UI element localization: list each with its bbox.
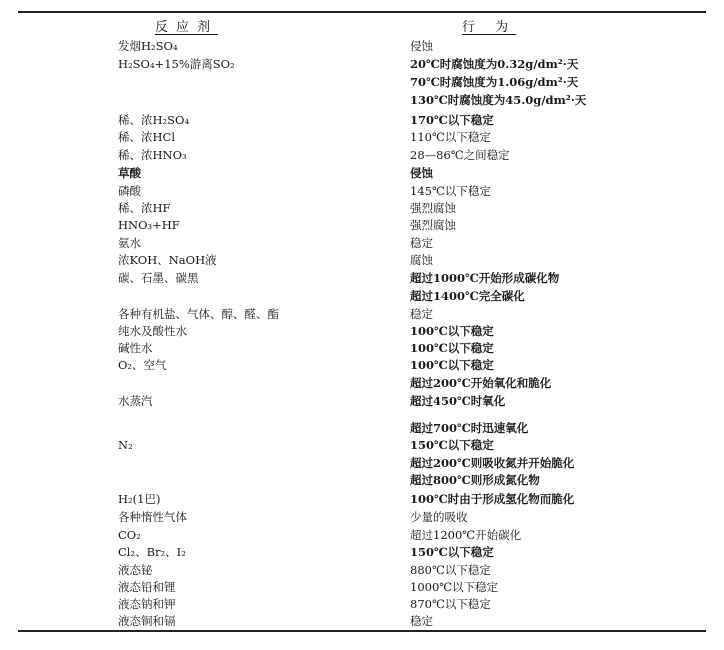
row-18-behavior-1: 150℃以下稳定 <box>410 438 494 452</box>
row-0-reagent: 发烟H₂SO₄ <box>118 39 178 53</box>
row-20-reagent: 各种惰性气体 <box>118 510 187 524</box>
row-2-reagent: 稀、浓H₂SO₄ <box>118 113 190 127</box>
row-12-reagent: 各种有机盐、气体、醇、醛、酯 <box>118 307 279 321</box>
row-3-behavior: 110℃以下稳定 <box>410 130 491 144</box>
row-22-behavior: 150℃以下稳定 <box>410 545 494 559</box>
row-8-behavior: 强烈腐蚀 <box>410 218 456 232</box>
row-0-behavior: 侵蚀 <box>410 39 433 53</box>
row-9-behavior: 稳定 <box>410 236 433 250</box>
row-11-behavior-1: 超过1000℃开始形成碳化物 <box>410 271 560 285</box>
row-14-reagent: 碱性水 <box>118 341 153 355</box>
row-1-behavior-1: 20℃时腐蚀度为0.32g/dm²·天 <box>410 57 579 71</box>
row-14-behavior: 100℃以下稳定 <box>410 341 494 355</box>
top-rule <box>18 11 706 13</box>
row-19-reagent: H₂(1巴) <box>118 492 161 506</box>
row-25-behavior: 870℃以下稳定 <box>410 597 491 611</box>
row-26-behavior: 稳定 <box>410 614 433 628</box>
row-8-reagent: HNO₃+HF <box>118 218 180 232</box>
row-5-reagent: 草酸 <box>118 166 141 180</box>
row-13-behavior: 100℃以下稳定 <box>410 324 494 338</box>
row-24-behavior: 1000℃以下稳定 <box>410 580 499 594</box>
row-20-behavior: 少量的吸收 <box>410 510 468 524</box>
row-6-reagent: 磷酸 <box>118 184 141 198</box>
row-5-behavior: 侵蚀 <box>410 166 433 180</box>
row-10-reagent: 浓KOH、NaOH液 <box>118 253 217 267</box>
row-9-reagent: 氨水 <box>118 236 141 250</box>
row-16-behavior: 超过450℃时氧化 <box>410 394 506 408</box>
row-6-behavior: 145℃以下稳定 <box>410 184 491 198</box>
row-21-reagent: CO₂ <box>118 528 141 542</box>
row-15-reagent: O₂、空气 <box>118 358 167 372</box>
row-12-behavior: 稳定 <box>410 307 433 321</box>
row-11-behavior-2: 超过1400℃完全碳化 <box>410 289 525 303</box>
row-18-behavior-3: 超过800℃则形成氮化物 <box>410 473 540 487</box>
row-4-reagent: 稀、浓HNO₃ <box>118 148 187 162</box>
bottom-rule <box>18 630 706 632</box>
row-2-behavior: 170℃以下稳定 <box>410 113 494 127</box>
header-behavior: 行 为 <box>462 20 517 35</box>
row-16-reagent: 水蒸汽 <box>118 394 153 408</box>
row-10-behavior: 腐蚀 <box>410 253 433 267</box>
row-18-reagent: N₂ <box>118 438 133 452</box>
row-25-reagent: 液态钠和钾 <box>118 597 176 611</box>
row-18-behavior-2: 超过200℃则吸收氮并开始脆化 <box>410 456 575 470</box>
row-13-reagent: 纯水及酸性水 <box>118 324 187 338</box>
row-7-reagent: 稀、浓HF <box>118 201 171 215</box>
row-15-behavior-1: 100℃以下稳定 <box>410 358 494 372</box>
row-7-behavior: 强烈腐蚀 <box>410 201 456 215</box>
row-17-behavior: 超过700℃时迅速氧化 <box>410 421 529 435</box>
row-22-reagent: Cl₂、Br₂、I₂ <box>118 545 186 559</box>
header-reagent: 反应剂 <box>155 20 219 35</box>
row-24-reagent: 液态铅和锂 <box>118 580 176 594</box>
row-23-reagent: 液态铋 <box>118 563 153 577</box>
row-19-behavior: 100℃时由于形成氢化物而脆化 <box>410 492 575 506</box>
row-4-behavior: 28—86℃之间稳定 <box>410 148 510 162</box>
row-1-behavior-2: 70℃时腐蚀度为1.06g/dm²·天 <box>410 75 579 89</box>
row-15-behavior-2: 超过200℃开始氧化和脆化 <box>410 376 552 390</box>
row-1-behavior-3: 130℃时腐蚀度为45.0g/dm²·天 <box>410 93 587 107</box>
row-26-reagent: 液态铜和镉 <box>118 614 176 628</box>
row-1-reagent: H₂SO₄+15%游离SO₂ <box>118 57 235 71</box>
row-21-behavior: 超过1200℃开始碳化 <box>410 528 522 542</box>
row-23-behavior: 880℃以下稳定 <box>410 563 491 577</box>
row-3-reagent: 稀、浓HCl <box>118 130 176 144</box>
row-11-reagent: 碳、石墨、碳黑 <box>118 271 199 285</box>
